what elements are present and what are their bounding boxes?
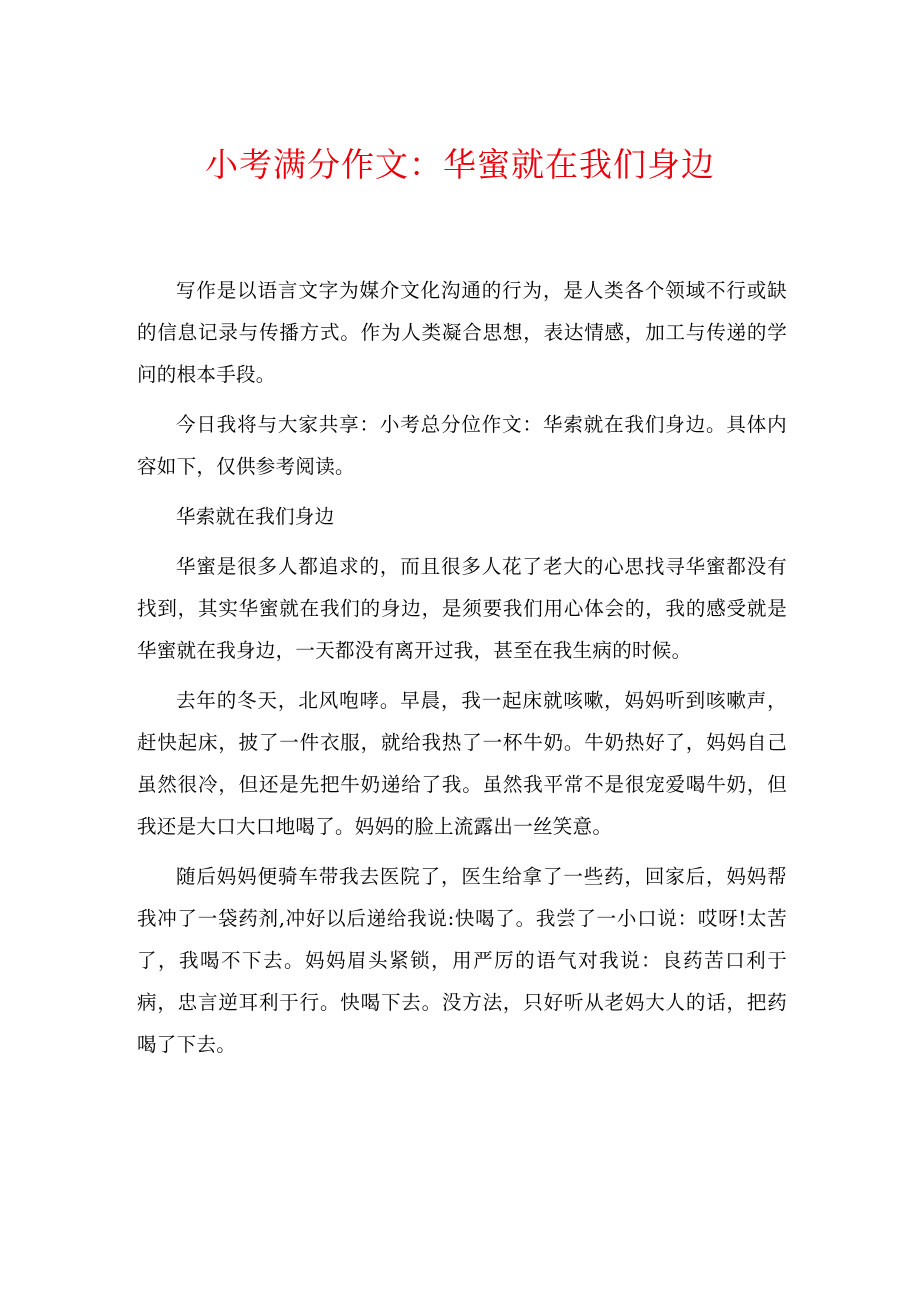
- paragraph-essay-2: 去年的冬天，北风咆哮。早晨，我一起床就咳嗽，妈妈听到咳嗽声，赶快起床，披了一件衣服，就给我热了一杯牛奶。牛奶热好了，妈妈自己虽然很冷，但还是先把牛奶递给了我。虽然我平常不是很宠爱喝牛奶，但我还是大口大口地喝了。妈妈的脸上流露出一丝笑意。: [137, 689, 787, 838]
- essay-heading: 华索就在我们身边: [176, 505, 335, 528]
- paragraph-essay-1: 华蜜是很多人都追求的，而且很多人花了老大的心思找寻华蜜都没有找到，其实华蜜就在我们的身边，是须要我们用心体会的，我的感受就是华蜜就在我身边，一天都没有离开过我，甚至在我生病的时候。: [137, 555, 787, 662]
- document-body: [137, 270, 787, 1074]
- paragraph-essay-3: 随后妈妈便骑车带我去医院了，医生给拿了一些药，回家后，妈妈帮我冲了一袋药剂,冲好以后递给我说:快喝了。我尝了一小口说：哎呀!太苦了，我喝不下去。妈妈眉头紧锁，用严厉的语气对我说：良药苦口利于病，忠言逆耳利于行。快喝下去。没方法，只好听从老妈大人的话，把药喝了下去。: [137, 865, 787, 1056]
- document-title: 小考满分作文：华蜜就在我们身边: [205, 145, 715, 184]
- paragraph-share: 今日我将与大家共享：小考总分位作文：华索就在我们身边。具体内容如下，仅供参考阅读。: [137, 413, 787, 478]
- paragraph-intro: 写作是以语言文字为媒介文化沟通的行为，是人类各个领域不行或缺的信息记录与传播方式。作为人类凝合思想，表达情感，加工与传递的学问的根本手段。: [137, 279, 787, 386]
